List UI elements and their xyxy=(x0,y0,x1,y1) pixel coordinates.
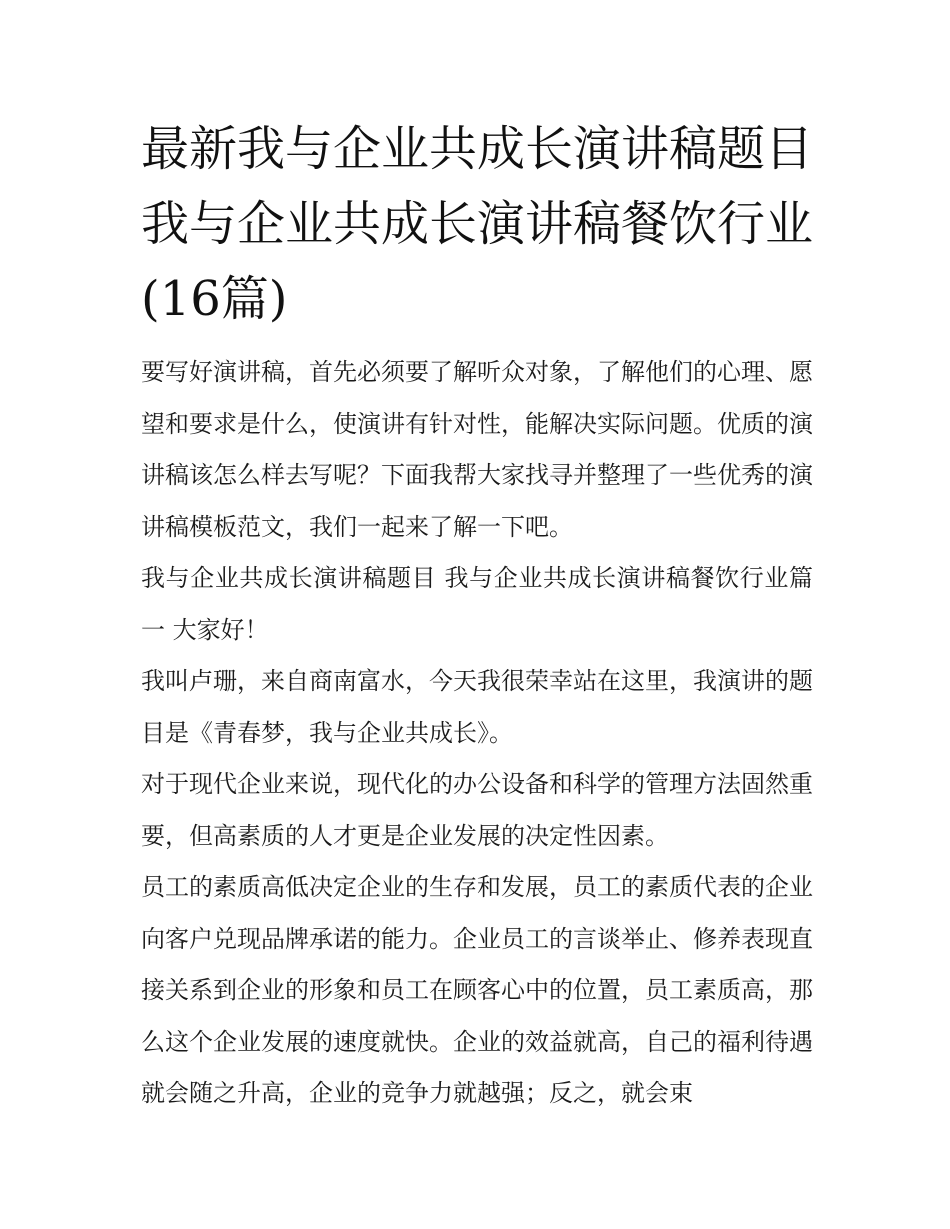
body-paragraph: 员工的素质高低决定企业的生存和发展，员工的素质代表的企业向客户兑现品牌承诺的能力。企业员工的言谈举止、修养表现直接关系到企业的形象和员工在顾客心中的位置，员工素质高，那么这个企业发展的速度就快。企业的效益就高，自己的福利待遇就会随之升高，企业的竞争力就越强；反之，就会束 xyxy=(141,873,813,1107)
body-paragraph: 对于现代企业来说，现代化的办公设备和科学的管理方法固然重要，但高素质的人才更是企业发展的决定性因素。 xyxy=(141,770,813,850)
body-paragraph: 我叫卢珊，来自商南富水，今天我很荣幸站在这里，我演讲的题目是《青春梦，我与企业共成长》。 xyxy=(141,667,813,747)
body-paragraph: 我与企业共成长演讲稿题目 我与企业共成长演讲稿餐饮行业篇一 大家好！ xyxy=(141,564,813,644)
document-title: 最新我与企业共成长演讲稿题目 我与企业共成长演讲稿餐饮行业(16篇) xyxy=(141,121,814,327)
document-content xyxy=(141,112,813,1120)
body-paragraph: 要写好演讲稿，首先必须要了解听众对象，了解他们的心理、愿望和要求是什么，使演讲有针对性，能解决实际问题。优质的演讲稿该怎么样去写呢？下面我帮大家找寻并整理了一些优秀的演讲稿模板范文，我们一起来了解一下吧。 xyxy=(141,358,813,541)
document-body xyxy=(141,347,813,1120)
